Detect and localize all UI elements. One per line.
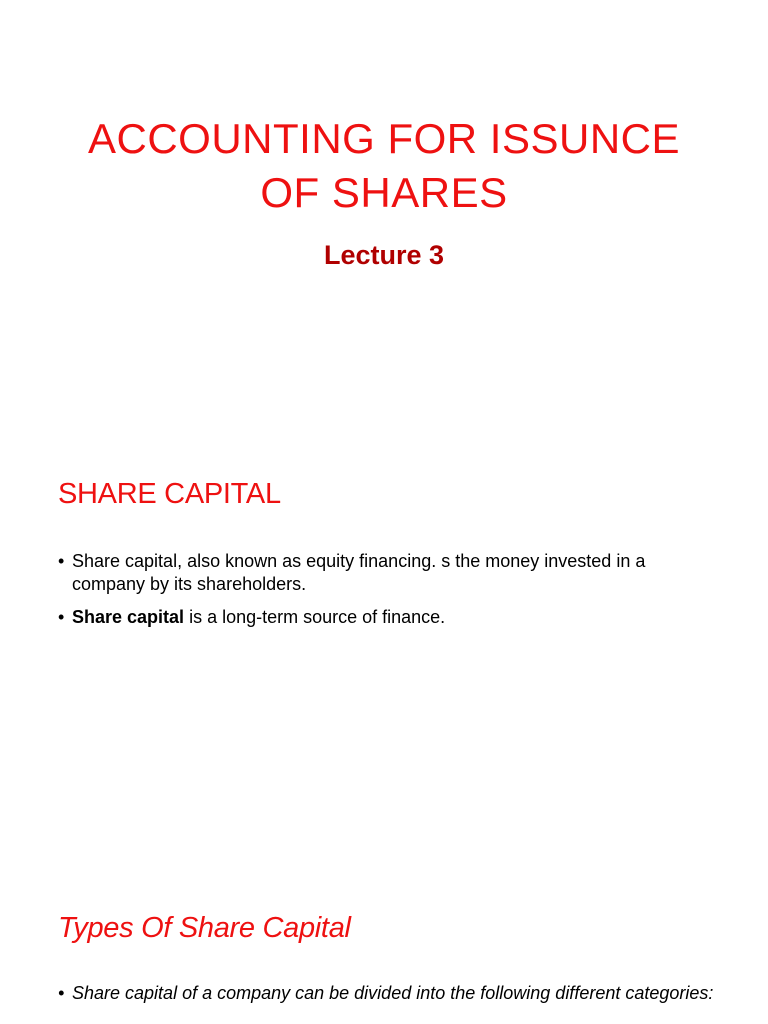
title-slide bbox=[0, 0, 768, 440]
bullet-text: Share capital, also known as equity financing. s the money invested in a company by its shareholders. bbox=[72, 551, 646, 594]
slide-title-line2: OF SHARES bbox=[260, 169, 508, 216]
bullet-text: is a long-term source of finance. bbox=[184, 607, 446, 627]
types-of-share-capital-slide bbox=[0, 880, 768, 1024]
bullet-icon: • bbox=[58, 551, 65, 571]
types-bullets bbox=[58, 982, 718, 1015]
bullet-text: Share capital of a company can be divided into the following different categories: bbox=[72, 983, 714, 1003]
bullet-item bbox=[58, 550, 718, 596]
bullet-icon: • bbox=[58, 607, 65, 627]
bullet-icon: • bbox=[58, 983, 65, 1003]
share-capital-bullets bbox=[58, 550, 718, 639]
types-heading: Types Of Share Capital bbox=[58, 912, 351, 944]
bullet-item bbox=[58, 606, 718, 629]
bullet-item bbox=[58, 982, 718, 1005]
share-capital-slide bbox=[0, 440, 768, 880]
bullet-bold-term: Share capital bbox=[72, 607, 185, 627]
slide-title bbox=[0, 112, 768, 220]
lecture-subtitle: Lecture 3 bbox=[323, 240, 445, 270]
slide-title-line1: ACCOUNTING FOR ISSUNCE bbox=[87, 115, 681, 162]
share-capital-heading: SHARE CAPITAL bbox=[58, 478, 281, 510]
